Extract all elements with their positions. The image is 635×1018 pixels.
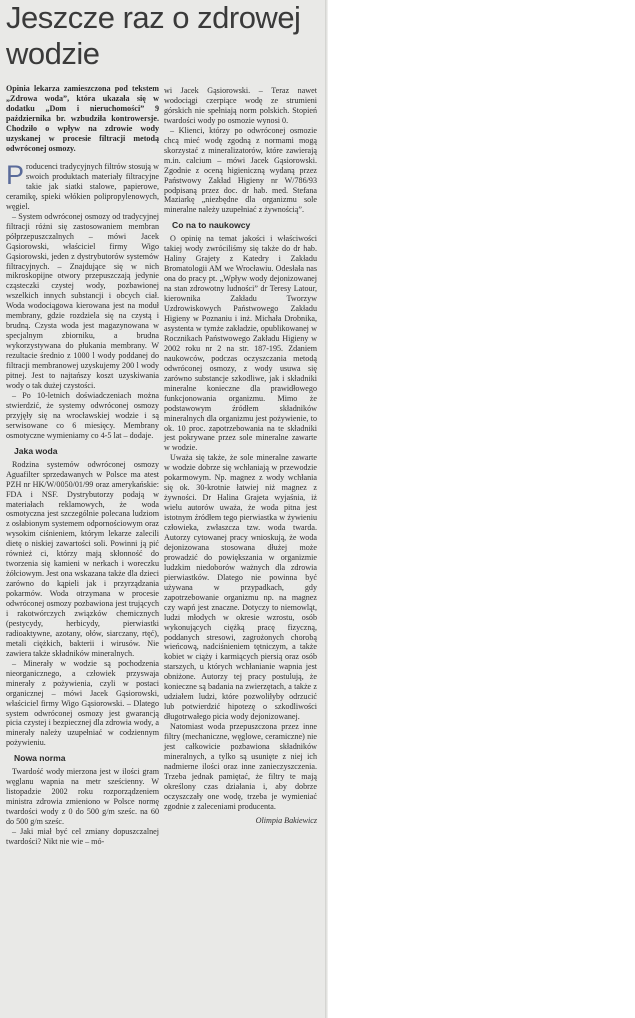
paragraph [6, 162, 159, 212]
subheading-co-na-to-naukowcy: Co na to naukowcy [172, 220, 251, 231]
paragraph: – Po 10-letnich doświadczeniach można stwierdzić, że systemy odwróconej osmozy przyjęły się na wrocławskiej wodzie i są serwisowane co 6 miesięcy. Membrany osmotyczne wymieniamy co 4-5 lat – dodaje. [6, 390, 159, 440]
paragraph: Natomiast woda przepuszczona przez inne filtry (mechaniczne, węglowe, ceramiczne) nie jest całkowicie pozbawiona składników mineralnych, a tylko są usunięte z niej ich nadmierne ilości oraz inne zanieczyszczenia. Trzeba jednak pamiętać, że filtry te mają określony czas działania i, aby dobrze oczyszczały one wodę, trzeba je wymieniać zgodnie z zaleceniami producenta. [164, 722, 317, 811]
subheading-nowa-norma: Nowa norma [14, 753, 66, 764]
paragraph: wi Jacek Gąsiorowski. – Teraz nawet wodociągi czerpiące wodę ze strumieni górskich nie spełniają norm polskich. Stopień twardości wody po osmozie wynosi 0. [164, 86, 317, 125]
paragraph: Uważa się także, że sole mineralne zawarte w wodzie dobrze się wchłaniają w przewodzie pokarmowym. Np. magnez z wody wchłania się ok. 30-krotnie łatwiej niż magnez z żywności. Dr Halina Grajeta wyjaśnia, iż wielu autorów uważa, że woda pitna jest istotnym źródłem tego pierwiastka w żywieniu człowieka, zwłaszcza tzw. woda twarda. Autorzy cytowanej pracy wnioskują, że woda dejonizowana stosowana dłużej może prowadzić do powiększania w organizmie ludzkim niedoborów ważnych dla zdrowia pierwiastków. Dlatego nie powinna być używana w przypadkach, gdy zapotrzebowanie organizmu np. na magnez czy wapń jest znaczne. Dotyczy to niemowląt, ludzi młodych w okresie wzrostu, osób wykonujących ciężką pracę fizyczną, poddanych stresowi, zagrożonych chorobą wieńcową, nadciśnieniem tętniczym, a także kobiet w ciąży i karmiących piersią oraz osób starszych, u których wchłanianie wapnia jest obniżone. Autorzy tej pracy postulują, że konieczne są badania na zwierzętach, a także z udziałem ludzi, które pozwoliłyby odrzucić lub potwierdzić hipotezę o szkodliwości długotrwałego picia wody dejonizowanej. [164, 453, 317, 722]
author-byline: Olimpia Bakiewicz [255, 815, 317, 825]
clipping-edge [325, 0, 328, 1018]
paragraph: – Minerały w wodzie są pochodzenia nieorganicznego, a człowiek przyswaja minerały z pożywienia, czyli w postaci organicznej – mówi Jacek Gąsiorowski, właściciel firmy Wigo Gąsiorowski. – Dlatego system odwróconej osmozy jest gwarancją picia czystej i bezpiecznej dla zdrowia wody, a minerały należy uzupełniać w codziennym pożywieniu. [6, 658, 159, 748]
paragraph: Twardość wody mierzona jest w ilości gram węglanu wapnia na metr sześcienny. W listopadzie 2002 roku rozporządzeniem ministra zdrowia zmieniono w Polsce normę twardości wody z 0 do 500 g/m sześc. na 60 do 500 g/m sześc. [6, 767, 159, 827]
paragraph: Rodzina systemów odwróconej osmozy Aguafilter sprzedawanych w Polsce ma atest PZH nr HK/W/0050/01/99 oraz amerykańskie: FDA i NSF. Dystrybutorzy podają w materiałach reklamowych, że woda osmotyczna jest szczególnie polecana ludziom z osłabionym systemem odpornościowym oraz wysokim ciśnieniem, którym lekarze zalecili dietę o niskiej zawartości soli. Powinni ją pić również ci, którzy mają skłonność do tworzenia się kamieni w nerkach i woreczku żółciowym. Jest ona wskazana także dla dzieci zarówno do kąpieli jak i przyrządzania pokarmów. Woda otrzymana w procesie odwróconej osmozy pozbawiona jest trujących i rakotwórczych związków chemicznych (pestycydy, herbicydy, pierwiastki radioaktywne, azotany, ołów, siarczany, rtęć), metali ciężkich, bakterii i wirusów. Nie zawiera także składników mineralnych. [6, 459, 159, 658]
paragraph-text: roducenci tradycyjnych filtrów stosują w swoich produktach materiały filtracyjne takie jak siatki stalowe, papierowe, ceramikę, spieki włókien polipropylenowych, węgiel. [6, 162, 159, 211]
article-lead: Opinia lekarza zamieszczona pod tekstem „Zdrowa woda”, która ukazała się w dodatku „Dom i nieruchomości” 9 października br. wzbudziła kontrowersje. Chodziło o wpływ na zdrowie wody uzyskanej w procesie filtracji metodą odwróconej osmozy. [6, 84, 159, 153]
paragraph: – Jaki miał być cel zmiany dopuszczalnej twardości? Nikt nie wie – mó- [6, 827, 159, 846]
paragraph: – System odwróconej osmozy od tradycyjnej filtracji różni się zastosowaniem membran półprzepuszczalnych – mówi Jacek Gąsiorowski, właściciel firmy Wigo Gąsiorowski, jeden z dystrybutorów systemów filtracyjnych. – Znajdujące się w nich mikroskopijne otwory przepuszczają jedynie cząsteczki czystej wody, pozbawionej wszelkich innych substancji i obcych ciał. Woda wodociągowa kierowana jest na moduł membrany, gdzie rozdziela się na czystą i brudną. Czysta woda jest magazynowana w specjalnym zbiorniku, a brudna wykorzystywana do płukania membrany. W rezultacie średnio z 1000 l wody poddanej do filtracji membranowej uzyskujemy 200 l wody pitnej. Jest to najtańszy koszt uzyskiwania wody o tak dużej czystości. [6, 211, 159, 390]
article-column-1 [6, 84, 159, 847]
article-headline: Jeszcze raz o zdrowej wodzie [6, 0, 301, 71]
paragraph: – Klienci, którzy po odwróconej osmozie chcą mieć wodę zgodną z normami mogą skorzystać z mineralizatorów, które zawierają m.in. calcium – mówi Jacek Gąsiorowski. Zgodnie z oceną higieniczną wydaną przez Państwowy Zakład Higieny nr W/786/93 podpisaną przez doc. dr hab. med. Stefana Maziarkę „niezbędne dla organizmu sole mineralne należy uzupełniać z żywnością”. [164, 125, 317, 215]
subheading-jaka-woda: Jaka woda [14, 445, 58, 456]
drop-cap: P [6, 160, 25, 190]
paragraph: O opinię na temat jakości i właściwości takiej wody zwróciliśmy się także do dr hab. Haliny Grajety z Katedry i Zakładu Bromatologii AM we Wrocławiu. Odesłała nas ona do pracy pt. „Wpływ wody dejonizowanej na stan zdrowotny ludności” dr Teresy Latour, kierownika Zakładu Tworzyw Uzdrowiskowych Państwowego Zakładu Higieny w Poznaniu i inż. Michała Drobnika, asystenta w tymże zakładzie, opublikowanej w Rocznikach Państwowego Zakładu Higieny w 2002 roku nr 2 na str. 187-195. Zdaniem naukowców, podczas oczyszczania metodą odwróconej osmozy, z wody usuwa się zarówno substancje szkodliwe, jak i składniki mineralne konieczne dla prawidłowego funkcjonowania organizmu. Mimo że podstawowym źródłem składników mineralnych dla organizmu jest pożywienie, to ok. 10 proc. zapotrzebowania na te składniki jest pokrywane przez sole mineralne zawarte w wodzie. [164, 234, 317, 453]
article-column-2 [164, 86, 317, 826]
